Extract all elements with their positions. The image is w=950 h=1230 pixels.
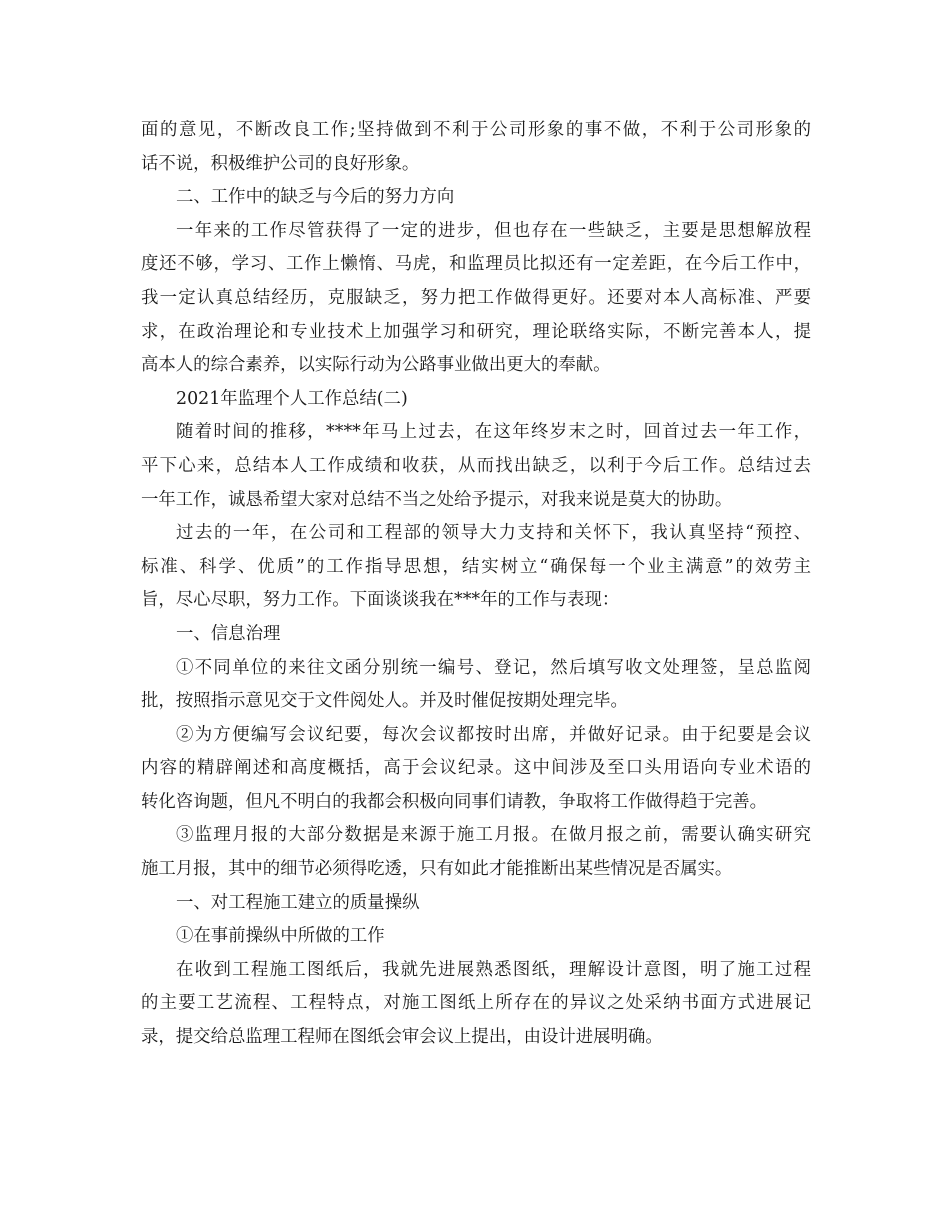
text-line: 高本人的综合素养，以实际行动为公路事业做出更大的奉献。 — [141, 355, 611, 376]
text-line: 旨，尽心尽职，努力工作。下面谈谈我在***年的工作与表现： — [141, 590, 620, 611]
text-line: 录，提交给总监理工程师在图纸会审会议上提出，由设计进展明确。 — [141, 1027, 663, 1048]
text-line: 一年工作，诚恳希望大家对总结不当之处给予提示，对我来说是莫大的协助。 — [141, 489, 733, 510]
text-line: 标准、科学、优质”的工作指导思想，结实树立“确保每一个业主满意”的效劳主 — [141, 556, 811, 577]
text-line: 话不说，积极维护公司的良好形象。 — [141, 153, 420, 174]
text-line: ②为方便编写会议纪要，每次会议都按时出席，并做好记录。由于纪要是会议 — [176, 724, 811, 745]
text-line: 过去的一年，在公司和工程部的领导大力支持和关怀下，我认真坚持“预控、 — [176, 523, 811, 544]
text-line: 二、工作中的缺乏与今后的努力方向 — [176, 187, 455, 208]
text-line: 施工月报，其中的细节必须得吃透，只有如此才能推断出某些情况是否属实。 — [141, 859, 733, 880]
text-line: 面的意见，不断改良工作;坚持做到不利于公司形象的事不做，不利于公司形象的 — [141, 120, 811, 140]
text-line: 一、信息治理 — [176, 623, 281, 644]
text-line: 内容的精辟阐述和高度概括，高于会议纪录。这中间涉及至口头用语向专业术语的 — [141, 758, 811, 779]
text-line: 随着时间的推移，****年马上过去，在这年终岁末之时，回首过去一年工作， — [176, 422, 811, 443]
text-line: 我一定认真总结经历，克服缺乏，努力把工作做得更好。还要对本人高标准、严要 — [141, 287, 811, 308]
text-line: ③监理月报的大部分数据是来源于施工月报。在做月报之前，需要认确实研究 — [176, 825, 811, 846]
text-line: 批，按照指示意见交于文件阅处人。并及时催促按期处理完毕。 — [141, 691, 628, 712]
text-line: ①不同单位的来往文函分别统一编号、登记，然后填写收文处理签，呈总监阅 — [176, 657, 811, 678]
text-line: 在收到工程施工图纸后，我就先进展熟悉图纸，理解设计意图，明了施工过程 — [176, 959, 811, 980]
text-line: 2021年监理个人工作总结(二) — [176, 388, 408, 409]
text-line: 一年来的工作尽管获得了一定的进步，但也存在一些缺乏，主要是思想解放程 — [176, 220, 811, 241]
text-line: 求，在政治理论和专业技术上加强学习和研究，理论联络实际，不断完善本人，提 — [141, 321, 811, 342]
text-line: 的主要工艺流程、工程特点，对施工图纸上所存在的异议之处采纳书面方式进展记 — [141, 993, 811, 1014]
text-line: 度还不够，学习、工作上懒惰、马虎，和监理员比拟还有一定差距，在今后工作中， — [141, 254, 811, 275]
text-line: 一、对工程施工建立的质量操纵 — [176, 892, 420, 913]
text-line: 平下心来，总结本人工作成绩和收获，从而找出缺乏，以利于今后工作。总结过去 — [141, 455, 811, 476]
text-line: ①在事前操纵中所做的工作 — [176, 926, 385, 947]
document-body — [141, 114, 811, 1055]
text-line: 转化咨询题，但凡不明白的我都会积极向同事们请教，争取将工作做得趋于完善。 — [141, 791, 768, 812]
